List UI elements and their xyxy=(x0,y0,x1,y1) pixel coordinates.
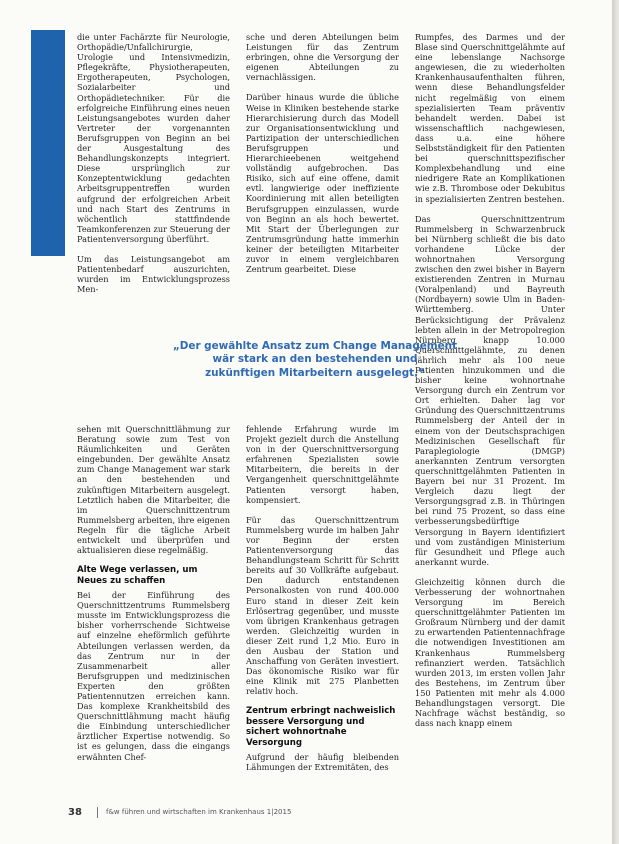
page-number: 38 xyxy=(68,807,82,818)
subheading: Alte Wege verlassen, um Neues zu schaffen xyxy=(77,565,198,586)
subheading: Zentrum erbringt nachweislich bessere Versorgung und sichert wohnortnahe Versorgung xyxy=(246,706,396,748)
paragraph: sche und deren Abteilungen beim Leistungen für das Zentrum erbringen, ohne die Versorgung der eigenen Abteilungen zu vernachlässigen. xyxy=(246,32,399,83)
footer-divider xyxy=(97,807,98,818)
pull-quote-line: wär stark an den bestehenden und xyxy=(212,353,418,366)
paragraph: Aufgrund der häufig bleibenden Lähmungen der Extremitäten, des xyxy=(246,752,399,773)
pull-quote-line: zukünftigen Mitarbeitern ausgelegt.“ xyxy=(205,366,425,379)
column-1-top xyxy=(77,32,230,322)
section-tab-label: KLEINE KRANKENHÄUSER xyxy=(70,60,88,286)
paragraph: Um das Leistungsangebot am Patientenbedarf auszurichten, wurden im Entwicklungsprozess Men- xyxy=(77,253,230,295)
column-2-top xyxy=(246,32,399,324)
paragraph: Rumpfes, des Darmes und der Blase sind Querschnittgelähmte auf eine lebenslange Nachsorge angewiesen, die zu wiederholten Krankenhausaufenthalten führen, wenn diese Behandlungsfelder nicht regelmäßig von einem spezialisierten Team präventiv behandelt werden. Dabei ist wissenschaftlich nachgewiesen, dass u.a. eine höhere Selbstständigkeit für den Patienten bei querschnittspezifischer Komplexbehandlung und eine niedrigere Rate an Komplikationen wie z.B. Thrombose oder Dekubitus in spezialisierten Zentren bestehen. xyxy=(415,32,565,204)
column-1-bottom xyxy=(77,424,230,806)
paragraph: Gleichzeitig können durch die Verbesserung der wohnortnahen Versorgung im Bereich querschnittgelähmter Patienten im Großraum Nürnberg und der damit zu erwartenden Patientennachfrage die notwendigen Investitionen am Krankenhaus Rummelsberg refinanziert werden. Tatsächlich wurden 2013, im ersten vollen Jahr des Bestehens, im Zentrum über 150 Patienten mit mehr als 4.000 Behandlungstagen versorgt. Die Nachfrage wächst beständig, so dass nach knapp einem xyxy=(415,576,565,729)
pull-quote-line: „Der gewählte Ansatz zum Change Management xyxy=(172,340,458,352)
paragraph: Darüber hinaus wurde die übliche Weise in Kliniken bestehende starke Hierarchisierung durch das Modell zur Organisationsentwicklung und Partizipation der unterschiedlichen Berufsgruppen und Hierarchieebenen weitgehend vollständig aufgebrochen. Das Risiko, sich auf eine offene, damit evtl. langwierige oder ineffiziente Koordinierung mit allen beteiligten Berufsgruppen einzulassen, wurde von Beginn an als hoch bewertet. Mit Start der Überlegungen zur Zentrumsgründung hatte immerhin keiner der beteiligten Mitarbeiter zuvor in einem vergleichbaren Zentrum gearbeitet. Diese xyxy=(246,92,399,275)
paragraph: Bei der Einführung des Querschnittzentrums Rummelsberg musste im Entwicklungsprozess die bisher vorherrschende Sichtweise auf einzelne eheförmlich geführte Abteilungen verlassen werden, da das Zentrum nur in der Zusammenarbeit aller Berufsgruppen und medizinischen Experten den größten Patientennutzen erreichen kann. Das komplexe Krankheitsbild des Querschnittlähmung macht häufig die Einbindung unterschiedlicher ärztlicher Expertise notwendig. So ist es gelungen, dass die eingangs erwähnten Chef- xyxy=(77,590,230,762)
publication-source: f&w führen und wirtschaften im Krankenhaus 1|2015 xyxy=(106,808,292,816)
column-3 xyxy=(415,32,565,832)
paragraph: fehlende Erfahrung wurde im Projekt gezielt durch die Anstellung von in der Querschnittversorgung erfahrenen Spezialisten sowie Mitarbeitern, die bereits in der Vergangenheit querschnittgelähmte Patienten versorgt haben, kompensiert. xyxy=(246,424,399,505)
page-footer xyxy=(68,807,568,821)
section-tab xyxy=(31,30,88,286)
paragraph: Für das Querschnittzentrum Rummelsberg wurde im halben Jahr vor Beginn der ersten Patientenversorgung das Behandlungsteam Schritt für Schritt bereits auf 30 Vollkräfte aufgebaut. Den dadurch entstandenen Personalkosten von rund 400.000 Euro stand in dieser Zeit kein Erlösertrag gegenüber, und musste vom übrigen Krankenhaus getragen werden. Gleichzeitig wurden in dieser Zeit rund 1,2 Mio. Euro in den Ausbau der Station und Anschaffung von Geräten investiert. Das ökonomische Risiko war für eine Klinik mit 275 Planbetten relativ hoch. xyxy=(246,514,399,697)
paragraph: die unter Fachärzte für Neurologie, Orthopädie/Unfallchirurgie, Urologie und Intensivmedizin, Pflegekräfte, Physiotherapeuten, Ergotherapeuten, Psychologen, Sozialarbeiter und Orthopädietechniker. Für die erfolgreiche Einführung eines neuen Leistungsangebotes wurden daher Vertreter der vorgenannten Berufsgruppen von Beginn an bei der Ausgestaltung des Behandlungskonzepts integriert. Diese ursprünglich zur Konzeptentwicklung gedachten Arbeitsgruppentreffen wurden aufgrund der erfolgreichen Arbeit und nach Start des Zentrums in wöchentlich stattfindende Teamkonferenzen zur Steuerung der Patientenversorgung überführt. xyxy=(77,32,230,244)
column-2-bottom xyxy=(246,424,399,806)
paragraph: sehen mit Querschnittlähmung zur Beratung sowie zum Test von Räumlichkeiten und Geräten eingebunden. Der gewählte Ansatz zum Change Management war stark an den bestehenden und zukünftigen Mitarbeitern ausgelegt. Letztlich haben die Mitarbeiter, die im Querschnittzentrum Rummelsberg arbeiten, ihre eigenen Regeln für die tägliche Arbeit entwickelt und überprüfen und aktualisieren diese regelmäßig. xyxy=(77,424,230,556)
pull-quote xyxy=(150,340,480,380)
page-edge xyxy=(612,0,619,844)
paragraph: Das Querschnittzentrum Rummelsberg in Schwarzenbruck bei Nürnberg schließt die bis dato vorhandene Lücke der wohnortnahen Versorgung zwischen den zwei bisher in Bayern existierenden Zentren in Murnau (Voralpenland) und Bayreuth (Nordbayern) sowie Ulm in Baden-Württemberg. Unter Berücksichtigung der Prävalenz lebten allein in der Metropolregion Nürnberg knapp 10.000 Querschnittgelähmte, zu denen jährlich mehr als 100 neue Patienten hinzukommen und die bisher keine wohnortnahe Versorgung durch ein Zentrum vor Ort erhielten. Daher lag vor Gründung des Querschnittzentrums Rummelsberg der Anteil der in einem von der Deutschsprachigen Medizinischen Gesellschaft für Paraplegiologie (DMGP) anerkannten Zentrum versorgten querschnittgelähmten Patienten in Bayern bei nur 31 Prozent. Im Vergleich dazu liegt der Versorgungsgrad z.B. in Thüringen bei rund 75 Prozent, so dass eine verbesserungsbedürftige Versorgung in Bayern identifiziert und vom zuständigen Ministerium für Gesundheit und Pflege auch anerkannt wurde. xyxy=(415,213,565,567)
